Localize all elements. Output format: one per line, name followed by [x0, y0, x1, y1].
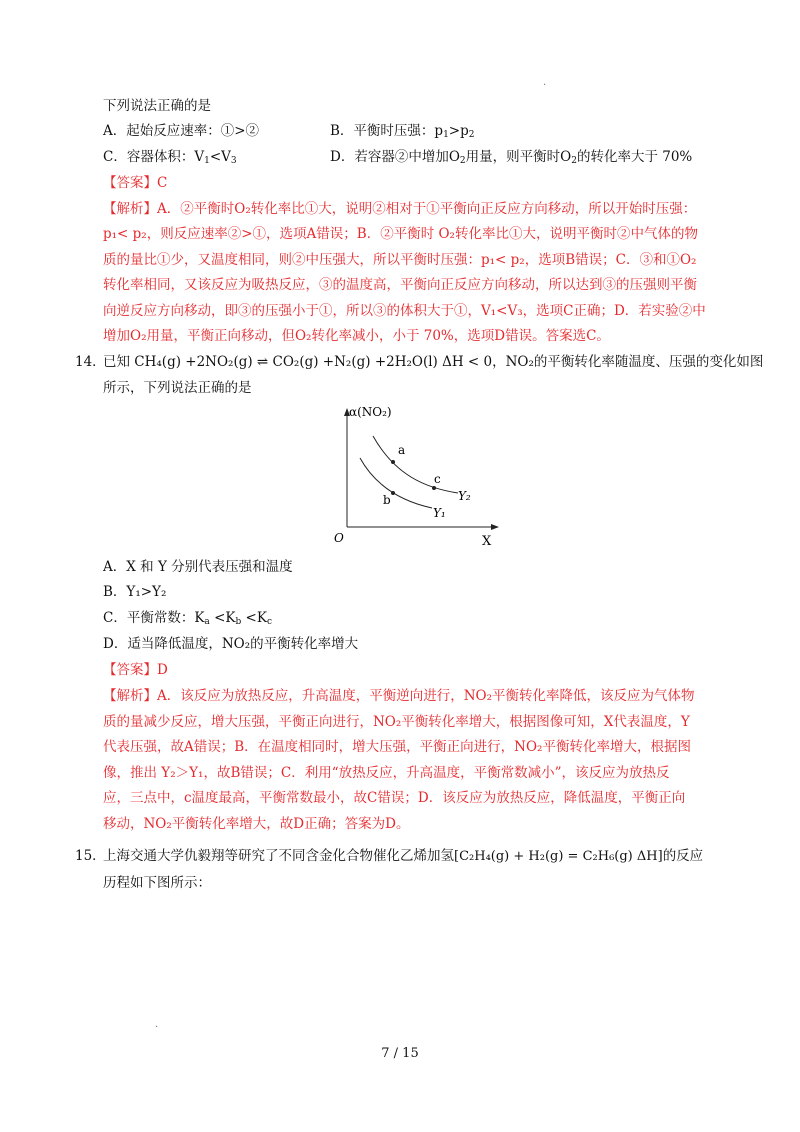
page-number: 7 / 15	[381, 1046, 419, 1061]
point-a-label: a	[398, 443, 406, 457]
q14-explanation-line: 像，推出 Y₂＞Y₁，故B错误；C．利用“放热反应，升高温度，平衡常数减小”，该反应为放热反	[103, 765, 670, 781]
curve-y1-label: Y₁	[433, 506, 446, 520]
conversion-graph	[320, 400, 510, 550]
y-axis-label: α(NO₂)	[349, 405, 392, 419]
q13-answer: 【答案】C	[103, 175, 168, 191]
q15-equation: [C₂H₄(g) + H₂(g) = C₂H₆(g) ΔH]	[454, 849, 663, 864]
q15-stem-line: 历程如下图所示：	[103, 875, 211, 891]
decorative-dot: ·	[155, 1022, 159, 1033]
q13-stem: 下列说法正确的是	[103, 98, 211, 114]
q13-explanation-line: p₁< p₂，则反应速率②>①，选项A错误；B．②平衡时 O₂转化率比①大，说明平衡时②中气体的物	[103, 226, 698, 242]
x-axis-label: X	[482, 534, 492, 549]
point-c-label: c	[434, 472, 441, 486]
q14-explanation-line: 质的量减少反应，增大压强，平衡正向进行，NO₂平衡转化率增大，根据图像可知，X代表温度，Y	[103, 714, 690, 730]
origin-label: O	[334, 531, 344, 545]
q13-explanation-line: 增加O₂用量，平衡正向移动，但O₂转化率减小，小于 70%，选项D错误。答案选C。	[103, 328, 610, 344]
q14-stem-line: 所示，下列说法正确的是	[103, 380, 252, 396]
q14-stem-line: 已知 CH₄(g) +2NO₂(g) ⇌ CO₂(g) +N₂(g) +2H₂O(l) ΔH < 0，NO₂的平衡转化率随温度、压强的变化如图	[103, 354, 764, 370]
q14-option-d: D．适当降低温度，NO₂的平衡转化率增大	[103, 636, 359, 652]
point-b-label: b	[383, 493, 391, 507]
q13-explanation-line: 向逆反应方向移动，即③的压强小于①，所以③的体积大于①，V₁<V₃，选项C正确；D．若实验②中	[103, 303, 706, 319]
q13-option-c: C．容器体积：$V_1<V_3$	[103, 149, 237, 166]
q14-explanation-line: 移动，NO₂平衡转化率增大，故D正确；答案为D。	[103, 816, 410, 832]
point-a-marker	[391, 460, 395, 464]
q14-explanation-line: 代表压强，故A错误；B．在温度相同时，增大压强，平衡正向进行，NO₂平衡转化率增大，根据图	[103, 739, 691, 755]
point-c-marker	[432, 486, 436, 490]
q15-stem-line: 上海交通大学仇毅翔等研究了不同含金化合物催化乙烯加氢[C₂H₄(g) + H₂(g) = C₂H₆(g) ΔH]的反应	[103, 848, 704, 864]
q14-option-b: B．Y₁>Y₂	[103, 584, 167, 600]
curve-y2-label: Y₂	[458, 489, 471, 503]
q13-explanation-line: 转化率相同，又该反应为吸热反应，③的温度高，平衡向正反应方向移动，所以达到③的压强则平衡	[103, 277, 697, 293]
q15-number: 15．	[75, 848, 106, 864]
q13-explanation-line: 质的量比①少，又温度相同，则②中压强大，所以平衡时压强：p₁< p₂，选项B错误；C．③和①O₂	[103, 252, 697, 268]
q13-explanation-line: 【解析】A．②平衡时O₂转化率比①大，说明②相对于①平衡向正反应方向移动，所以开始时压强：	[103, 201, 697, 217]
q14-option-c: C．平衡常数：$K_a <K_b <K_c$	[103, 610, 273, 627]
q13-option-b: B．平衡时压强：$p_1>p_2$	[330, 123, 475, 140]
point-b-marker	[391, 491, 395, 495]
decorative-dot: ·	[543, 80, 547, 91]
q14-explanation-line: 应，三点中，c温度最高，平衡常数最小，故C错误；D．该反应为放热反应，降低温度，平衡正向	[103, 790, 686, 806]
curve-y2	[373, 436, 458, 493]
x-axis-arrow	[491, 524, 499, 530]
q14-option-a: A．X 和 Y 分别代表压强和温度	[103, 559, 293, 575]
q14-number: 14．	[75, 354, 106, 370]
q13-option-d: D．若容器②中增加$O_2$用量，则平衡时$O_2$的转化率大于 70%	[330, 149, 693, 166]
q14-answer: 【答案】D	[103, 662, 168, 678]
q14-explanation-line: 【解析】A．该反应为放热反应，升高温度，平衡逆向进行，NO₂平衡转化率降低，该反应为气体物	[103, 688, 695, 704]
q13-option-a: A．起始反应速率：①>②	[103, 123, 260, 139]
